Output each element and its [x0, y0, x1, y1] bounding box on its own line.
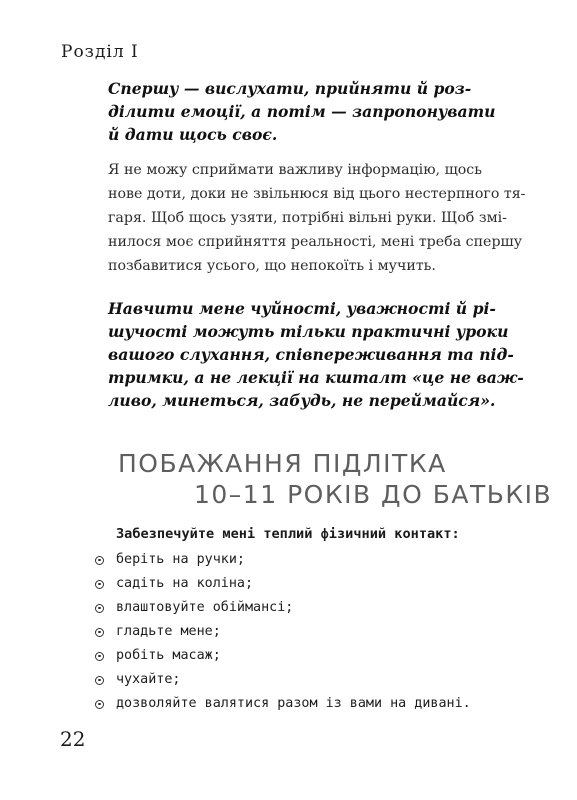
- list-item: [95, 596, 471, 620]
- circle-bullet-icon: [95, 700, 104, 709]
- list-item: [95, 668, 471, 692]
- page-number: 22: [60, 727, 86, 751]
- emphasis-line: шучості можуть тільки практичні уроки: [108, 322, 509, 341]
- circle-bullet-icon: [95, 628, 104, 637]
- list-item-text: садіть на коліна;: [116, 576, 254, 591]
- emphasis-line: й дати щось своє.: [108, 125, 278, 144]
- list-item-text: гладьте мене;: [116, 624, 221, 639]
- emphasis-line: ливо, минеться, забудь, не переймайся».: [108, 391, 496, 410]
- emphasis-block-2: [108, 297, 524, 412]
- section-heading: [118, 448, 553, 510]
- list-item-text: влаштовуйте обіймансі;: [116, 600, 294, 615]
- list-item: [95, 620, 471, 644]
- section-heading-line-2: 10–11 РОКІВ ДО БАТЬКІВ: [194, 480, 553, 509]
- emphasis-line: Навчити мене чуйності, уважності й рі-: [108, 299, 496, 318]
- body-line: позбавитися усього, що непокоїть і мучить.: [108, 258, 436, 274]
- body-line: нилося моє сприйняття реальності, мені треба спершу: [108, 234, 523, 250]
- list-item: [95, 572, 471, 596]
- body-paragraph: [108, 158, 526, 278]
- emphasis-line: ділити емоції, а потім — запропонувати: [108, 102, 496, 121]
- circle-bullet-icon: [95, 652, 104, 661]
- body-line: нове доти, доки не звільнюся від цього нестерпного тя-: [108, 186, 526, 202]
- list-item: [95, 692, 471, 716]
- circle-bullet-icon: [95, 676, 104, 685]
- circle-bullet-icon: [95, 604, 104, 613]
- contact-list: [95, 548, 471, 716]
- list-item-text: чухайте;: [116, 672, 181, 687]
- emphasis-line: тримки, а не лекції на кшталт «це не важ-: [108, 368, 524, 387]
- list-item-text: дозволяйте валятися разом із вами на дивані.: [116, 696, 471, 711]
- emphasis-line: вашого слухання, співпереживання та під-: [108, 345, 514, 364]
- list-item: [95, 644, 471, 668]
- list-item: [95, 548, 471, 572]
- circle-bullet-icon: [95, 580, 104, 589]
- circle-bullet-icon: [95, 556, 104, 565]
- section-heading-line-1: ПОБАЖАННЯ ПІДЛІТКА: [118, 449, 447, 478]
- emphasis-block-1: [108, 77, 508, 146]
- list-item-text: робіть масаж;: [116, 648, 221, 663]
- running-head: Розділ I: [61, 42, 139, 62]
- body-line: Я не можу сприймати важливу інформацію, щось: [108, 162, 482, 178]
- list-item-text: беріть на ручки;: [116, 552, 245, 567]
- body-line: гаря. Щоб щось узяти, потрібні вільні руки. Щоб змі-: [108, 210, 507, 226]
- emphasis-line: Спершу — вислухати, прийняти й роз-: [108, 79, 472, 98]
- list-intro: Забезпечуйте мені теплий фізичний контакт:: [116, 526, 460, 542]
